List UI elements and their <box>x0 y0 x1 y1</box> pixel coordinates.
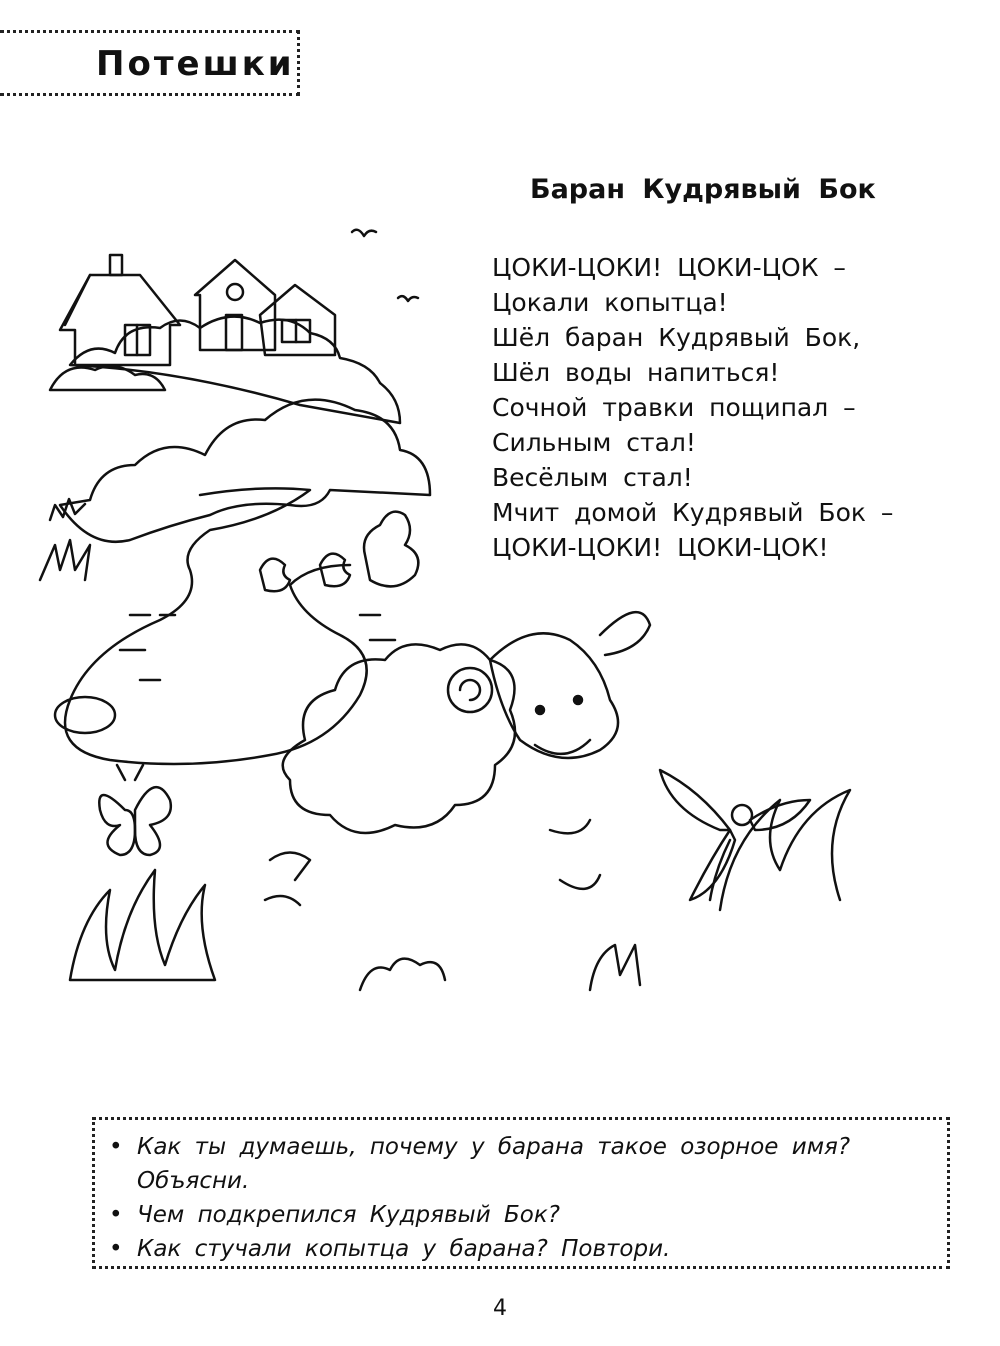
poem-line: Цокали копытца! <box>492 288 728 317</box>
question-item <box>109 1232 850 1266</box>
grass-icon <box>40 499 850 990</box>
pond-icon <box>65 488 367 764</box>
poem-line: ЦОКИ-ЦОКИ! ЦОКИ-ЦОК – <box>492 253 846 282</box>
poem-line: Весёлым стал! <box>492 463 693 492</box>
question-text: Объясни. <box>137 1168 250 1194</box>
section-title: Потешки <box>96 44 295 84</box>
bushes-outline <box>60 400 430 542</box>
poem-title: Баран Кудрявый Бок <box>530 174 876 205</box>
poem-line: ЦОКИ-ЦОКИ! ЦОКИ-ЦОК! <box>492 533 829 562</box>
bullet-icon: • <box>109 1202 123 1228</box>
dragonfly-icon <box>660 770 810 900</box>
questions-list <box>109 1130 850 1266</box>
poem-line: Сочной травки пощипал – <box>492 393 856 422</box>
question-item <box>109 1198 850 1232</box>
question-continuation <box>109 1164 850 1198</box>
bullet-icon: • <box>109 1236 123 1262</box>
page-number: 4 <box>493 1296 507 1321</box>
poem-line: Шёл баран Кудрявый Бок, <box>492 323 861 352</box>
coloring-illustration <box>30 220 930 1030</box>
question-text: Как стучали копытца у барана? Повтори. <box>137 1236 671 1262</box>
butterfly-icon <box>99 765 171 855</box>
poem-line: Шёл воды напиться! <box>492 358 780 387</box>
question-text: Как ты думаешь, почему у барана такое озорное имя? <box>137 1134 851 1160</box>
poem-line: Мчит домой Кудрявый Бок – <box>492 498 894 527</box>
question-text: Чем подкрепился Кудрявый Бок? <box>137 1202 560 1228</box>
ducks-icon <box>260 512 418 592</box>
questions-box <box>92 1117 950 1269</box>
birds-icon <box>352 230 418 301</box>
sheep-icon <box>265 612 650 905</box>
question-item <box>109 1130 850 1164</box>
bullet-icon: • <box>109 1134 123 1160</box>
poem-line: Сильным стал! <box>492 428 696 457</box>
